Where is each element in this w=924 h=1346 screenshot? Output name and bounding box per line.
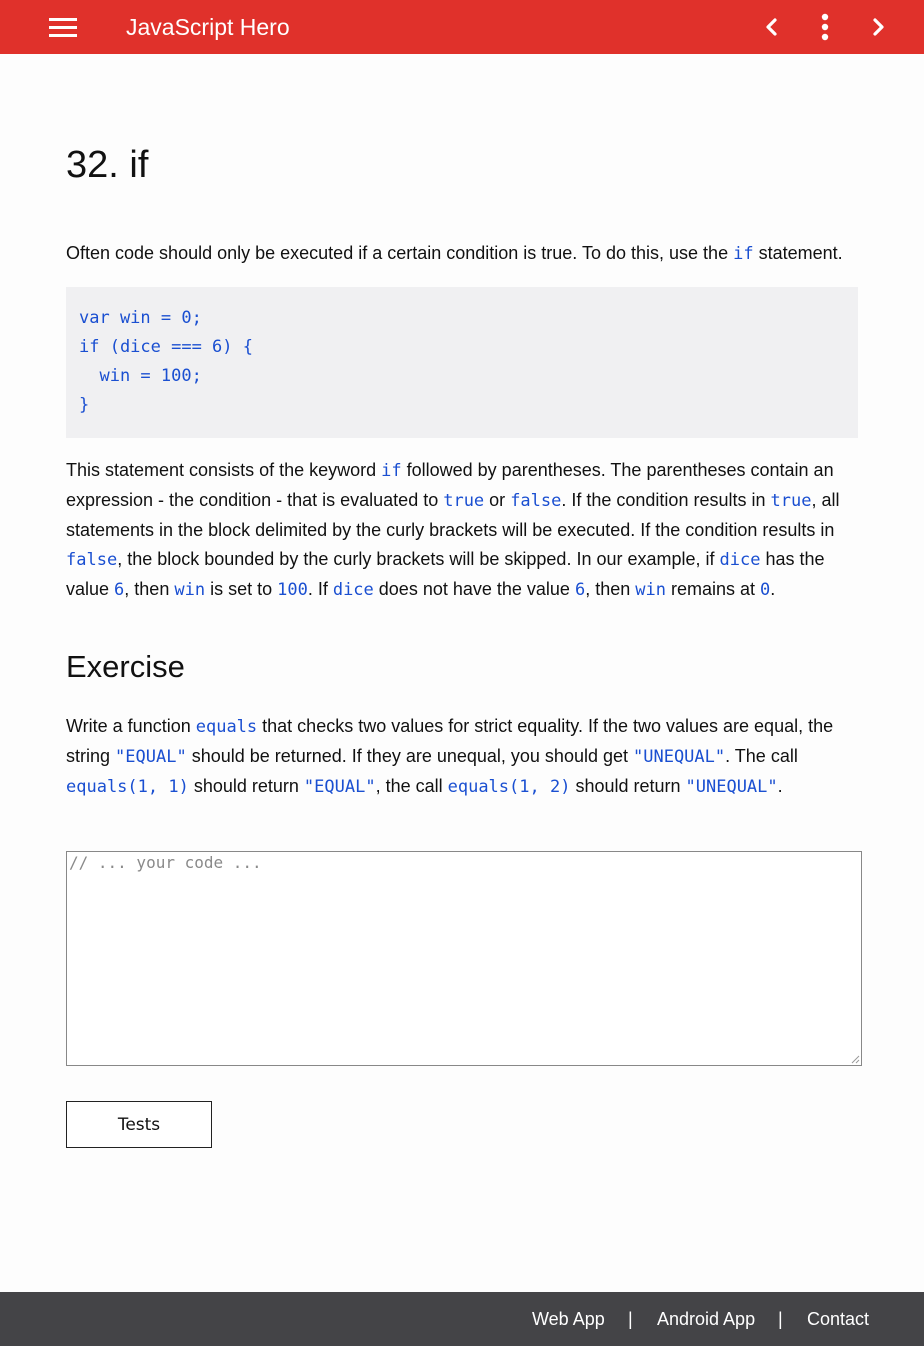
menu-button[interactable] [40, 9, 86, 45]
text: should return [188, 776, 304, 796]
text: , then [124, 579, 175, 599]
footer [0, 1292, 924, 1346]
code-line: var win = 0; [79, 308, 202, 328]
text: This statement consists of the keyword [66, 460, 382, 480]
hamburger-menu-icon [49, 16, 77, 38]
inline-code: true [770, 491, 812, 511]
app-header [0, 0, 924, 54]
resize-grip-icon[interactable] [851, 1055, 860, 1064]
inline-code: dice [719, 550, 761, 570]
previous-lesson-button[interactable] [753, 9, 789, 45]
footer-separator: | [628, 1309, 633, 1329]
inline-code: 100 [277, 580, 308, 600]
inline-code: equals(1, 1) [66, 777, 189, 797]
inline-code: win [635, 580, 666, 600]
lesson-title: 32. if [66, 144, 149, 186]
chevron-right-icon [861, 9, 897, 45]
code-editor-input[interactable] [66, 851, 862, 1066]
inline-code: 6 [114, 580, 125, 600]
inline-code: if [381, 461, 402, 481]
text: has the value [66, 549, 825, 599]
code-example [66, 287, 858, 438]
text: . The call [725, 746, 798, 766]
inline-code: 6 [574, 580, 586, 600]
explanation-paragraph [66, 456, 862, 605]
text: Often code should only be executed if a certain condition is true. To do this, use the [66, 243, 734, 263]
next-lesson-button[interactable] [861, 9, 897, 45]
text: followed by parentheses. The parentheses contain an expression - the condition - that is evaluated to [66, 460, 834, 510]
inline-code: win [174, 580, 206, 600]
text: . [777, 776, 783, 796]
text: that checks two values for strict equality. If the two values are equal, the string [66, 716, 834, 766]
exercise-description [66, 712, 862, 802]
inline-code: "EQUAL" [303, 777, 376, 797]
inline-code: false [510, 491, 562, 511]
text: does not have the value [373, 579, 575, 599]
footer-separator: | [778, 1309, 783, 1329]
code-line: win = 100; [79, 366, 202, 386]
text: or [484, 490, 511, 510]
text: . If [307, 579, 333, 599]
inline-code: equals [195, 717, 258, 737]
text: , the block bounded by the curly brackets will be skipped. In our example, if [117, 549, 720, 569]
inline-code: "EQUAL" [115, 747, 187, 767]
inline-code: 0 [760, 580, 771, 600]
intro-paragraph [66, 239, 843, 269]
inline-code: dice [332, 580, 374, 600]
text: , then [585, 579, 636, 599]
code-line: } [79, 395, 90, 415]
text: is set to [205, 579, 278, 599]
footer-link-contact[interactable]: Contact [807, 1309, 870, 1329]
exercise-heading: Exercise [66, 649, 185, 684]
inline-code: "UNEQUAL" [685, 777, 778, 797]
chevron-left-icon [753, 9, 789, 45]
text: should be returned. If they are unequal, you should get [186, 746, 633, 766]
app-title: JavaScript Hero [126, 14, 290, 40]
footer-link-web-app[interactable]: Web App [532, 1309, 605, 1329]
code-example-text [79, 304, 845, 420]
inline-code: false [66, 550, 118, 570]
text: . If the condition results in [561, 490, 771, 510]
inline-code: true [443, 491, 485, 511]
inline-code: if [733, 244, 754, 264]
text: , the call [375, 776, 448, 796]
code-line: if (dice === 6) { [79, 337, 253, 357]
text: . [770, 579, 776, 599]
text: should return [570, 776, 686, 796]
text: remains at [665, 579, 760, 599]
inline-code: equals(1, 2) [447, 777, 571, 797]
text: , all statements in the block delimited by the curly brackets will be executed. If the condition results in [66, 490, 840, 540]
text: statement. [753, 243, 843, 263]
more-vertical-icon [807, 9, 843, 45]
inline-code: "UNEQUAL" [633, 747, 726, 767]
more-options-button[interactable] [807, 9, 843, 45]
footer-link-android-app[interactable]: Android App [657, 1309, 756, 1329]
text: Write a function [66, 716, 196, 736]
tests-button[interactable]: Tests [66, 1101, 212, 1148]
